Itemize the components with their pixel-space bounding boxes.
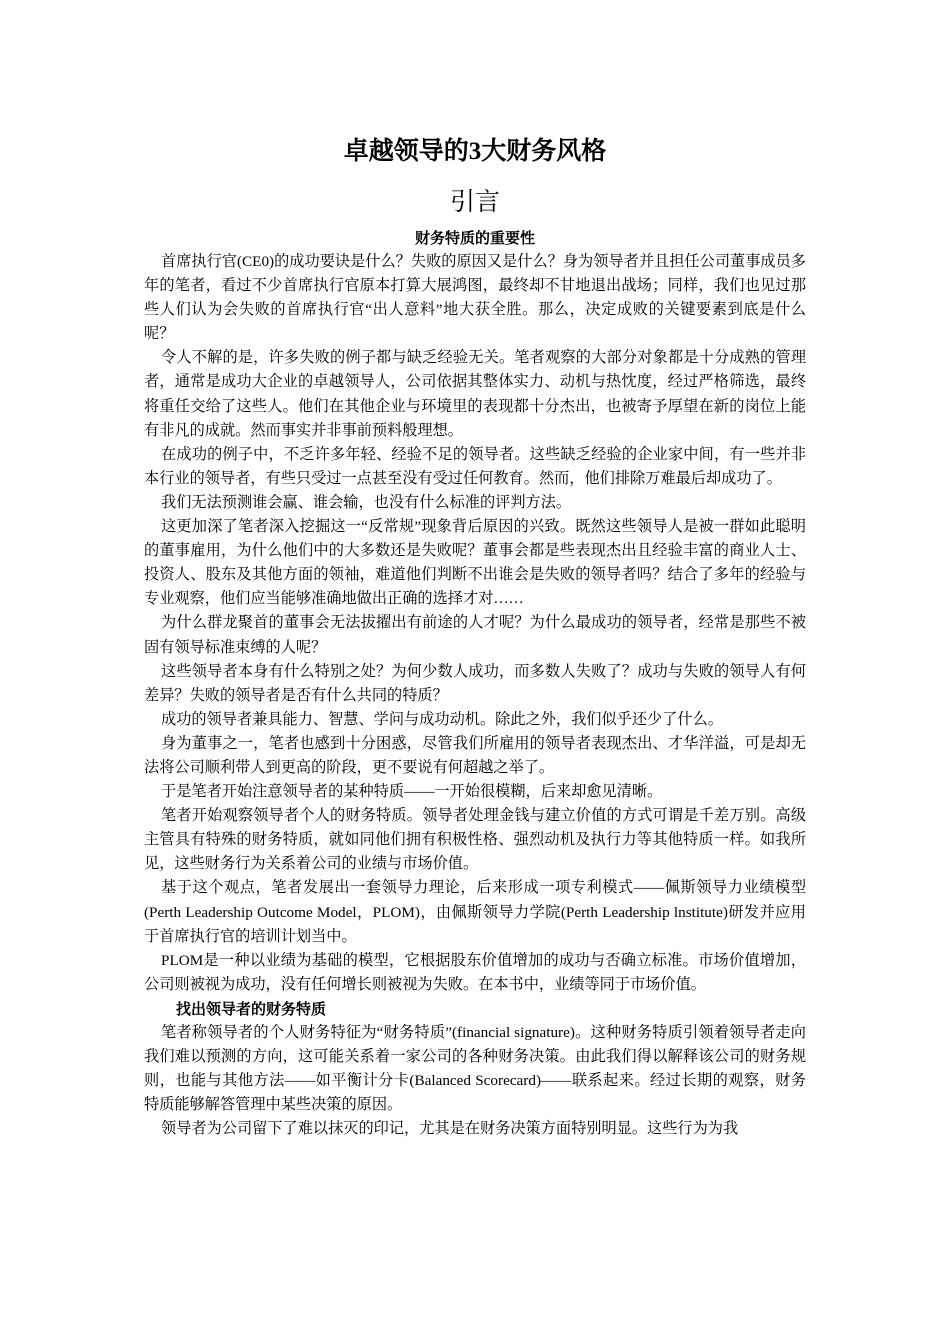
document-title: 卓越领导的3大财务风格 — [343, 138, 607, 165]
paragraph: 基于这个观点，笔者发展出一套领导力理论，后来形成一项专利模式——佩斯领导力业绩模型(Perth Leadership Outcome Model，PLOM)，由佩斯领导力学院(Perth Leadership lnstitute)研发并应用于首席执行官的培训计划当中。 — [144, 879, 806, 945]
paragraph: 身为董事之一，笔者也感到十分困惑，尽管我们所雇用的领导者表现杰出、才华洋溢，可是却无法将公司顺利带人到更高的阶段，更不要说有何超越之举了。 — [144, 734, 806, 776]
paragraph: 我们无法预测谁会赢、谁会输，也没有什么标准的评判方法。 — [161, 493, 572, 511]
paragraph: 这些领导者本身有什么特别之处？为何少数人成功，而多数人失败了？成功与失败的领导人有何差异？失败的领导者是否有什么共同的特质？ — [144, 662, 806, 704]
section-heading-financial-signature: 找出领导者的财务特质 — [176, 999, 327, 1018]
document-subtitle: 引言 — [449, 187, 500, 216]
paragraph: 这更加深了笔者深入挖掘这一“反常规”现象背后原因的兴致。既然这些领导人是被一群如此聪明的董事雇用，为什么他们中的大多数还是失败呢？董事会都是些表现杰出且经验丰富的商业人士、投资人、股东及其他方面的领袖，难道他们判断不出谁会是失败的领导者吗？结合了多年的经验与专业观察，他们应当能够准确地做出正确的选择才对…… — [144, 518, 806, 608]
paragraph: 笔者开始观察领导者个人的财务特质。领导者处理金钱与建立价值的方式可谓是千差万别。高级主管具有特殊的财务特质，就如同他们拥有积极性格、强烈动机及执行力等其他特质一样。如我所见，这些财务行为关系着公司的业绩与市场价值。 — [144, 807, 806, 873]
section-heading-importance: 财务特质的重要性 — [414, 229, 535, 247]
paragraph: 在成功的例子中，不乏许多年轻、经验不足的领导者。这些缺乏经验的企业家中间，有一些并非本行业的领导者，有些只受过一点甚至没有受过任何教育。然而，他们排除万难最后却成功了。 — [144, 445, 806, 487]
paragraph: 令人不解的是，许多失败的例子都与缺乏经验无关。笔者观察的大部分对象都是十分成熟的管理者，通常是成功大企业的卓越领导人，公司依据其整体实力、动机与热忱度，经过严格筛选，最终将重任交给了这些人。他们在其他企业与环境里的表现都十分杰出，也被寄予厚望在新的岗位上能有非凡的成就。然而事实并非事前预料般理想。 — [144, 349, 806, 439]
paragraph: 于是笔者开始注意领导者的某种特质——一开始很模糊，后来却愈见清晰。 — [161, 783, 663, 801]
paragraph: 笔者称领导者的个人财务特征为“财务特质”(financial signature)。这种财务特质引领着领导者走向我们难以预测的方向，这可能关系着一家公司的各种财务决策。由此我们得以解释该公司的财务规则，也能与其他方法——如平衡计分卡(Balanced Scorecard)——联系起来。经过长期的观察，财务特质能够解答管理中某些决策的原因。 — [144, 1023, 806, 1114]
paragraph: 首席执行官(CE0)的成功要诀是什么？失败的原因又是什么？身为领导者并且担任公司董事成员多年的笔者，看过不少首席执行官原本打算大展鸿图，最终却不甘地退出战场；同样，我们也见过那些人们认为会失败的首席执行官“出人意料”地大获全胜。那么，决定成败的关键要素到底是什么呢？ — [144, 253, 806, 343]
paragraph: PLOM是一种以业绩为基础的模型，它根据股东价值增加的成功与否确立标准。市场价值增加，公司则被视为成功，没有任何增长则被视为失败。在本书中，业绩等同于市场价值。 — [144, 951, 806, 993]
paragraph: 成功的领导者兼具能力、智慧、学问与成功动机。除此之外，我们似乎还少了什么。 — [161, 710, 723, 728]
paragraph: 领导者为公司留下了难以抹灭的印记，尤其是在财务决策方面特别明显。这些行为为我 — [161, 1120, 739, 1138]
paragraph: 为什么群龙聚首的董事会无法拔擢出有前途的人才呢？为什么最成功的领导者，经常是那些不被固有领导标准束缚的人呢？ — [144, 614, 806, 656]
document-content — [144, 134, 806, 1141]
